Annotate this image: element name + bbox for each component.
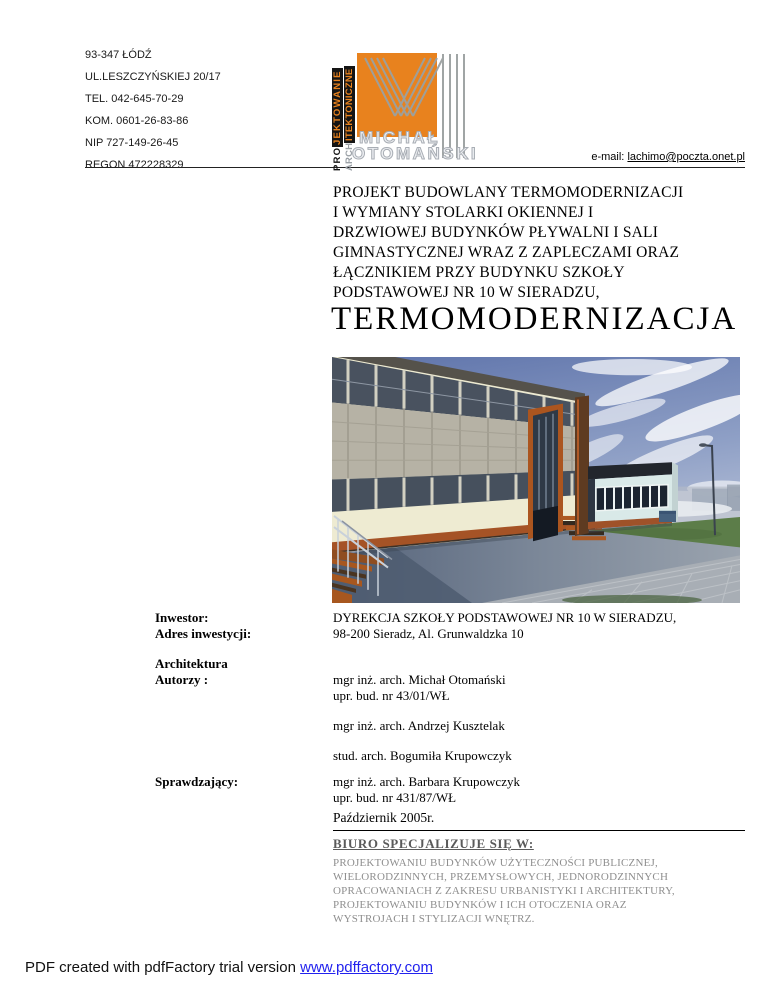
email-link[interactable]: lachimo@poczta.onet.pl xyxy=(627,151,745,163)
logo-word1-prefix: PRO xyxy=(332,146,343,171)
contact-line: REGON 472228329 xyxy=(85,159,184,171)
specialization-line: OPRACOWANIACH Z ZAKRESU URBANISTYKI I ARCHITEKTURY, xyxy=(333,885,675,897)
header-divider xyxy=(85,167,745,168)
email-label: e-mail: xyxy=(591,151,625,163)
detail-value: 98-200 Sieradz, Al. Grunwaldzka 10 xyxy=(333,626,524,641)
contact-line: 93-347 ŁÓDŹ xyxy=(85,49,152,61)
detail-label: Sprawdzający: xyxy=(155,774,239,789)
logo-owner-name xyxy=(352,128,479,163)
specialization-line: WYSTROJACH I STYLIZACJI WNĘTRZ. xyxy=(333,913,535,925)
detail-row xyxy=(155,774,755,790)
detail-row xyxy=(155,626,755,642)
detail-value: mgr inż. arch. Barbara Krupowczyk xyxy=(333,774,520,789)
details-table xyxy=(155,610,755,806)
date-line: Październik 2005r. xyxy=(333,810,745,831)
logo-word2-suffix: ITEKTONICZNE xyxy=(344,68,355,141)
detail-label: Adres inwestycji: xyxy=(155,626,252,641)
detail-row xyxy=(155,748,755,764)
detail-row xyxy=(155,610,755,626)
subtitle-line: DRZWIOWEJ BUDYNKÓW PŁYWALNI I SALI xyxy=(333,224,659,241)
detail-value: upr. bud. nr 431/87/WŁ xyxy=(333,790,457,805)
subtitle-line: GIMNASTYCZNEJ WRAZ Z ZAPLECZAMI ORAZ xyxy=(333,244,680,261)
contact-line: TEL. 042-645-70-29 xyxy=(85,93,184,105)
specialization-block xyxy=(333,836,745,926)
logo-vertical-word-projektowanie xyxy=(332,45,344,171)
specialization-line: WIELORODZINNYCH, PRZEMYSŁOWYCH, JEDNORODZINNYCH xyxy=(333,871,669,883)
detail-label: Autorzy : xyxy=(155,672,209,687)
detail-label: Inwestor: xyxy=(155,610,209,625)
logo-word1-suffix: JEKTOWANIE xyxy=(332,70,343,145)
contact-line: UL.LESZCZYŃSKIEJ 20/17 xyxy=(85,71,221,83)
specialization-line: PROJEKTOWANIU BUDYNKÓW I ICH OTOCZENIA ORAZ xyxy=(333,899,627,911)
logo-name-line2: OTOMAŃSKI xyxy=(352,144,479,163)
detail-value: upr. bud. nr 43/01/WŁ xyxy=(333,688,450,703)
pdf-footer xyxy=(25,959,433,976)
detail-value: mgr inż. arch. Michał Otomański xyxy=(333,672,506,687)
logo-name-line1: MICHAŁ xyxy=(359,128,441,147)
detail-value: stud. arch. Bogumiła Krupowczyk xyxy=(333,748,512,763)
page-title: TERMOMODERNIZACJA xyxy=(331,301,738,337)
detail-row xyxy=(155,672,755,688)
pdf-footer-text: PDF created with pdfFactory trial version xyxy=(25,959,296,976)
specialization-line: PROJEKTOWANIU BUDYNKÓW UŻYTECZNOŚCI PUBLICZNEJ, xyxy=(333,857,658,869)
subtitle-line: ŁĄCZNIKIEM PRZY BUDYNKU SZKOŁY xyxy=(333,264,625,281)
detail-label: Architektura xyxy=(155,656,228,671)
subtitle-line: I WYMIANY STOLARKI OKIENNEJ I xyxy=(333,204,594,221)
logo-word2-prefix: ARCH xyxy=(344,142,355,171)
building-photo-illustration xyxy=(332,357,740,603)
subtitle-line: PODSTAWOWEJ NR 10 W SIERADZU, xyxy=(333,284,600,301)
detail-label xyxy=(155,748,333,764)
detail-row xyxy=(155,656,755,672)
detail-row xyxy=(155,718,755,734)
detail-row xyxy=(155,688,755,704)
detail-value: DYREKCJA SZKOŁY PODSTAWOWEJ NR 10 W SIERADZU, xyxy=(333,610,677,625)
project-subtitle xyxy=(333,183,683,303)
detail-label xyxy=(155,790,333,806)
subtitle-line: PROJEKT BUDOWLANY TERMOMODERNIZACJI xyxy=(333,184,684,201)
detail-label xyxy=(155,718,333,734)
detail-row xyxy=(155,790,755,806)
detail-value: mgr inż. arch. Andrzej Kusztelak xyxy=(333,718,505,733)
letterhead-contact xyxy=(85,44,221,176)
contact-line: KOM. 0601-26-83-86 xyxy=(85,115,189,127)
specialization-heading: BIURO SPECJALIZUJE SIĘ W: xyxy=(333,836,534,851)
building-photo xyxy=(332,357,740,603)
email-line xyxy=(591,151,745,163)
detail-label xyxy=(155,688,333,704)
company-logo xyxy=(331,44,481,174)
pdffactory-link[interactable]: www.pdffactory.com xyxy=(300,959,433,976)
contact-line: NIP 727-149-26-45 xyxy=(85,137,179,149)
